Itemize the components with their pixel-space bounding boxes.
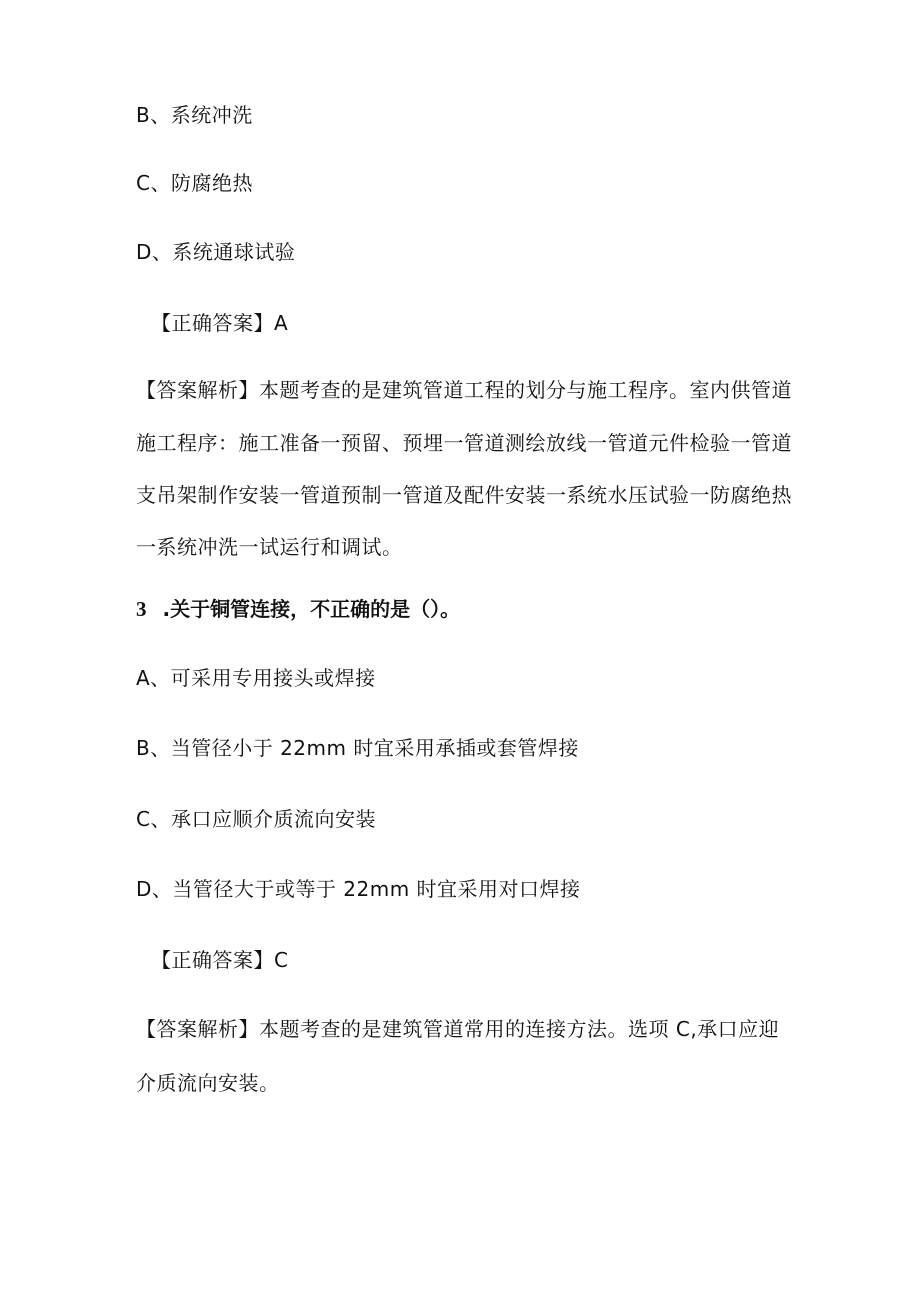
correct-answer: 【正确答案】A xyxy=(151,311,289,335)
question-number: 3 xyxy=(136,597,147,621)
explanation-line: 【答案解析】本题考查的是建筑管道工程的划分与施工程序。室内供管道 xyxy=(136,378,792,402)
explanation-line: 一系统冲洗一试运行和调试。 xyxy=(136,535,403,559)
option-d: D、当管径大于或等于 22mm 时宜采用对口焊接 xyxy=(136,877,581,901)
answer-explanation xyxy=(136,1017,791,1095)
option-b: B、当管径小于 22mm 时宜采用承插或套管焊接 xyxy=(136,736,579,760)
answer-explanation xyxy=(136,378,791,559)
explanation-line: 【答案解析】本题考查的是建筑管道常用的连接方法。选项 C,承口应迎 xyxy=(136,1017,780,1041)
explanation-line: 支吊架制作安装一管道预制一管道及配件安装一系统水压试验一防腐绝热 xyxy=(136,483,792,507)
option-c: C、防腐绝热 xyxy=(136,171,253,195)
question-text: .关于铜管连接，不正确的是（）。 xyxy=(162,597,461,621)
option-d: D、系统通球试验 xyxy=(136,240,296,264)
question-stem xyxy=(136,597,460,621)
explanation-line: 介质流向安装。 xyxy=(136,1071,280,1095)
option-a: A、可采用专用接头或焊接 xyxy=(136,666,376,690)
option-c: C、承口应顺介质流向安装 xyxy=(136,807,376,831)
correct-answer: 【正确答案】C xyxy=(151,948,289,972)
option-b: B、系统冲洗 xyxy=(136,103,253,127)
explanation-line: 施工程序：施工准备一预留、预埋一管道测绘放线一管道元件检验一管道 xyxy=(136,431,792,455)
